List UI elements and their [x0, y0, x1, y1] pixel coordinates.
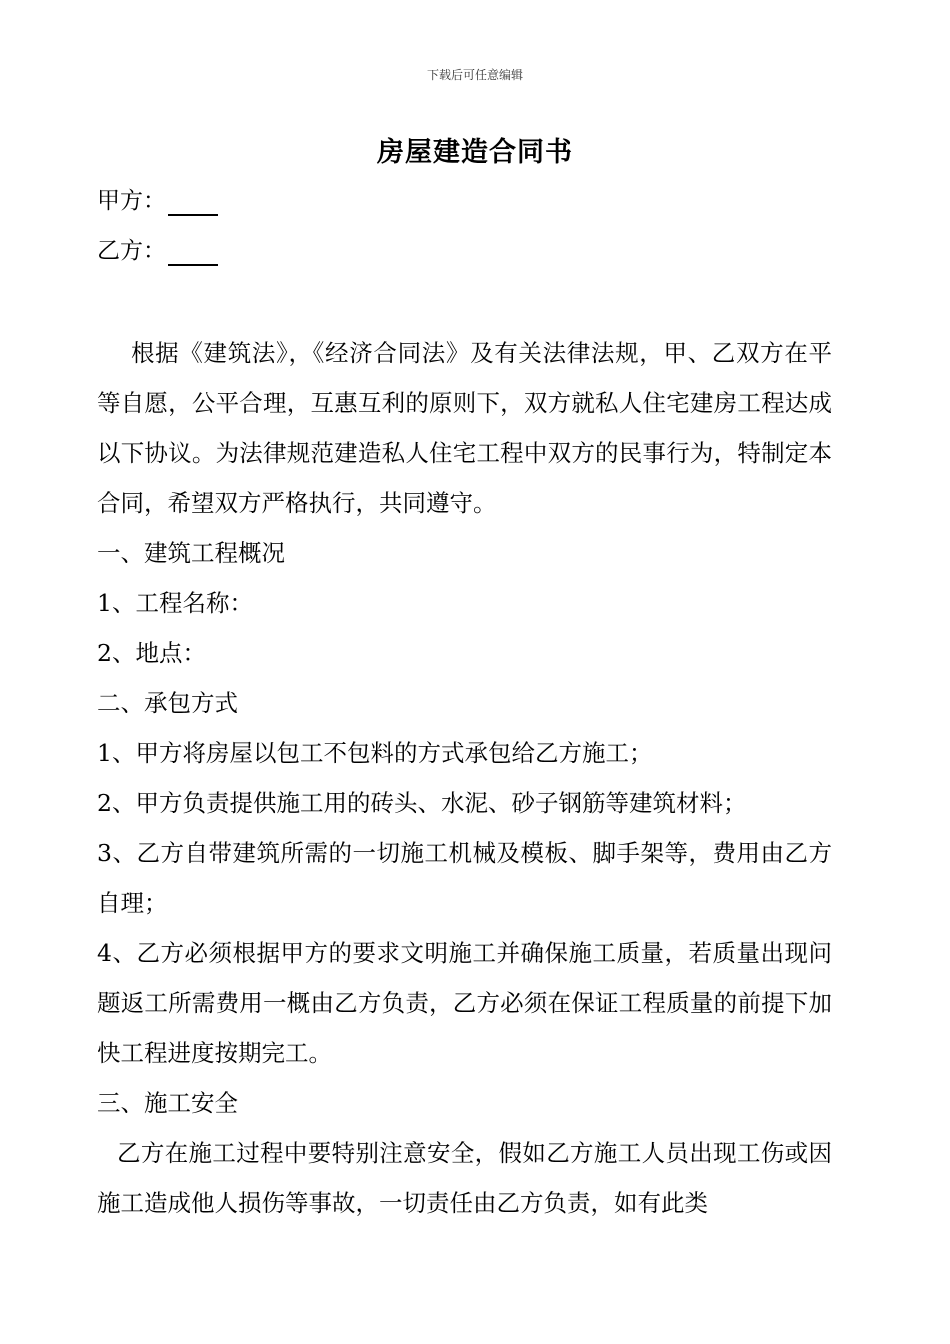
- section-item: 1、甲方将房屋以包工不包料的方式承包给乙方施工；: [97, 739, 653, 767]
- party-a-line: [97, 186, 218, 216]
- section-paragraph: 乙方在施工过程中要特别注意安全，假如乙方施工人员出现工伤或因施工造成他人损伤等事故，一切责任由乙方负责，如有此类: [97, 1139, 832, 1217]
- section-item: 3、乙方自带建筑所需的一切施工机械及模板、脚手架等，费用由乙方自理；: [97, 839, 832, 917]
- section-heading: 二、承包方式: [97, 689, 238, 717]
- section-heading: 一、建筑工程概况: [97, 539, 285, 567]
- intro-paragraph: 根据《建筑法》，《经济合同法》及有关法律法规，甲、乙双方在平等自愿，公平合理，互惠互利的原则下，双方就私人住宅建房工程达成以下协议。为法律规范建造私人住宅工程中双方的民事行为，特制定本合同，希望双方严格执行，共同遵守。: [97, 339, 832, 517]
- header-note: 下载后可任意编辑: [426, 68, 523, 82]
- section-item: 1、工程名称：: [97, 589, 253, 617]
- party-a-blank: [168, 190, 218, 216]
- party-b-line: [97, 236, 218, 266]
- party-b-blank: [168, 240, 218, 266]
- party-b-label: 乙方：: [97, 238, 166, 264]
- section-heading: 三、施工安全: [97, 1089, 238, 1117]
- contract-body: [97, 328, 832, 1228]
- document-title: 房屋建造合同书: [377, 137, 573, 168]
- party-a-label: 甲方：: [97, 188, 166, 214]
- section-item: 4、乙方必须根据甲方的要求文明施工并确保施工质量，若质量出现问题返工所需费用一概由乙方负责，乙方必须在保证工程质量的前提下加快工程进度按期完工。: [97, 939, 832, 1067]
- section-item: 2、地点：: [97, 639, 206, 667]
- section-item: 2、甲方负责提供施工用的砖头、水泥、砂子钢筋等建筑材料；: [97, 789, 747, 817]
